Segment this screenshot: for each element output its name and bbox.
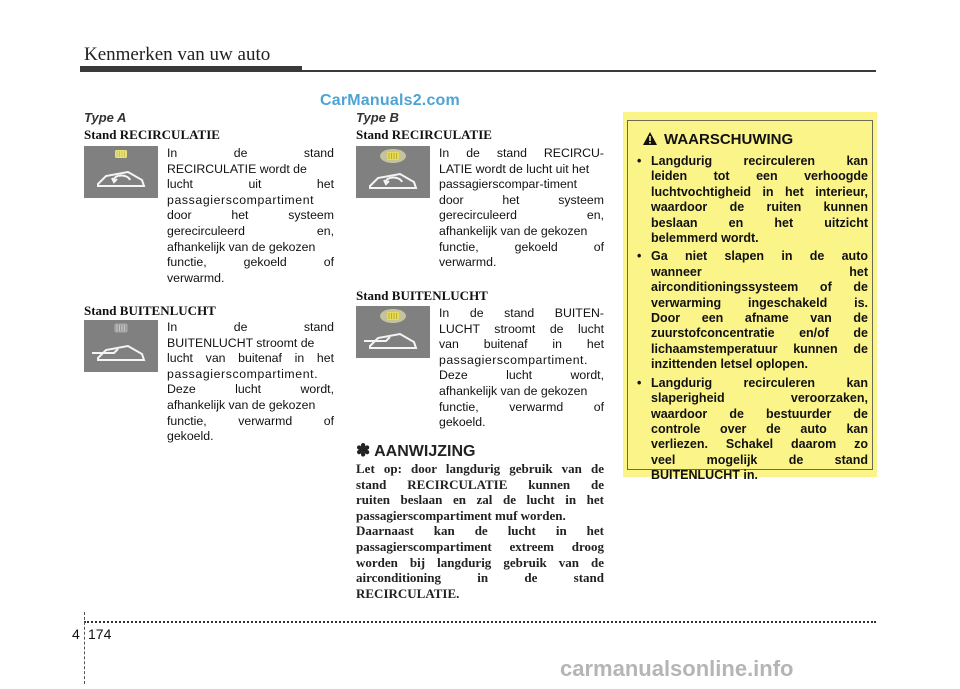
warning-line: verwarming ingeschakeld is.	[651, 295, 868, 310]
warning-line: inzittenden letsel oplopen.	[651, 357, 808, 372]
warning-triangle-icon	[642, 131, 658, 150]
warning-panel	[623, 112, 877, 483]
desc-line: passagierscompar-timent	[439, 177, 578, 192]
warning-line: BUITENLUCHT in.	[651, 468, 758, 483]
watermark-top: CarManuals2.com	[320, 92, 460, 109]
desc-line: afhankelijk van de gekozen	[439, 223, 588, 238]
type-a-recirc-desc	[167, 146, 334, 286]
desc-line: gerecirculeerd en,	[167, 223, 334, 238]
type-b-fresh-desc	[439, 306, 604, 431]
warning-line: airconditioningssysteem of de	[651, 280, 868, 295]
desc-line: functie, gekoeld of	[167, 255, 334, 270]
warning-box	[627, 120, 873, 483]
note-line: Let op: door langdurig gebruik van de	[356, 461, 604, 476]
desc-line: passagierscompartiment.	[167, 366, 319, 381]
warning-line: beslaan en het uitzicht	[651, 215, 868, 230]
desc-line: In de stand	[167, 320, 334, 334]
note-line: worden bij langdurig gebruik van de	[356, 554, 604, 570]
desc-line: RECIRCULATIE wordt de	[167, 161, 307, 176]
warning-line: Langdurig recirculeren kan	[651, 375, 868, 390]
note-line: airconditioning in de stand	[356, 570, 604, 586]
warning-line: belemmerd wordt.	[651, 231, 759, 246]
type-b-recirc-desc	[439, 146, 604, 271]
warning-item	[636, 376, 868, 484]
type-b-recirc-title: Stand RECIRCULATIE	[356, 127, 492, 142]
warning-line: zuurstofconcentratie en/of de	[651, 326, 868, 341]
fresh-air-button-icon	[356, 306, 430, 358]
chapter-number: 4	[72, 626, 80, 642]
warning-line: leiden tot een verhoogde	[651, 169, 868, 184]
desc-line: Deze lucht wordt,	[167, 382, 334, 397]
desc-line: In de stand RECIRCU-	[439, 146, 604, 160]
note-star-icon: ✽	[356, 441, 371, 460]
note-line: stand RECIRCULATIE kunnen de	[356, 476, 604, 492]
desc-line: verwarmd.	[439, 255, 497, 270]
desc-line: verwarmd.	[167, 270, 225, 285]
note-body	[356, 461, 604, 601]
note-heading-label: AANWIJZING	[374, 443, 476, 460]
type-a-fresh-desc	[167, 320, 334, 445]
note-heading	[356, 441, 475, 461]
desc-line: BUITENLUCHT stroomt de	[167, 335, 315, 350]
desc-line: door het systeem	[439, 192, 604, 207]
warning-line: luchtvochtigheid in het interieur,	[651, 184, 868, 199]
chapter-title: Kenmerken van uw auto	[84, 44, 271, 65]
warning-line: Ga niet slapen in de auto	[651, 249, 868, 264]
warning-line: waardoor de ruiten kunnen	[651, 200, 868, 215]
desc-line: functie, verwarmd of	[439, 399, 604, 414]
recirculation-button-icon	[356, 146, 430, 198]
type-b-label: Type B	[356, 110, 399, 125]
warning-line: verliezen. Schakel daarom zo	[651, 437, 868, 452]
note-line: passagierscompartiment muf worden.	[356, 507, 566, 523]
warning-line: lichaamstemperatuur kunnen de	[651, 341, 868, 356]
bullet-icon: •	[637, 249, 642, 264]
header-rule	[302, 70, 876, 72]
desc-line: functie, gekoeld of	[439, 239, 604, 254]
page-number: 174	[88, 626, 112, 642]
warning-line: Langdurig recirculeren kan	[651, 154, 868, 168]
warning-list	[636, 154, 868, 487]
warning-title-label: WAARSCHUWING	[664, 131, 794, 148]
note-line: Daarnaast kan de lucht in het	[356, 523, 604, 539]
warning-item	[636, 154, 868, 246]
desc-line: In de stand BUITEN-	[439, 306, 604, 320]
desc-line: afhankelijk van de gekozen	[439, 383, 588, 398]
warning-title	[642, 131, 793, 150]
watermark-bottom: carmanualsonline.info	[560, 656, 794, 681]
desc-line: lucht uit het	[167, 177, 334, 192]
desc-line: door het systeem	[167, 208, 334, 223]
warning-line: wanneer het	[651, 264, 868, 279]
type-b-fresh-title: Stand BUITENLUCHT	[356, 288, 488, 303]
bullet-icon: •	[637, 375, 642, 390]
desc-line: gekoeld.	[439, 415, 486, 430]
note-line: RECIRCULATIE.	[356, 585, 460, 601]
desc-line: LUCHT stroomt de lucht	[439, 321, 604, 336]
desc-line: In de stand	[167, 146, 334, 160]
warning-line: veel mogelijk de stand	[651, 452, 868, 467]
warning-line: waardoor de bestuurder de	[651, 406, 868, 421]
desc-line: Deze lucht wordt,	[439, 368, 604, 383]
note-line: passagierscompartiment extreem droog	[356, 538, 604, 554]
desc-line: passagierscompartiment	[167, 192, 315, 207]
type-a-fresh-title: Stand BUITENLUCHT	[84, 303, 216, 318]
desc-line: LATIE wordt de lucht uit het	[439, 161, 590, 176]
footer-rule	[84, 621, 876, 623]
footer-divider	[84, 612, 85, 684]
bullet-icon: •	[637, 154, 642, 168]
desc-line: gekoeld.	[167, 429, 214, 444]
desc-line: functie, verwarmd of	[167, 413, 334, 428]
type-a-label: Type A	[84, 110, 127, 125]
warning-line: Door een afname van de	[651, 311, 868, 326]
recirculation-button-icon	[84, 146, 158, 198]
desc-line: afhankelijk van de gekozen	[167, 397, 316, 412]
desc-line: van buitenaf in het	[439, 337, 604, 352]
note-line: ruiten beslaan en zal de lucht in het	[356, 492, 604, 508]
warning-line: controle over de auto kan	[651, 421, 868, 436]
desc-line: afhankelijk van de gekozen	[167, 239, 316, 254]
desc-line: passagierscompartiment.	[439, 352, 588, 367]
header-accent-bar	[80, 66, 302, 72]
desc-line: gerecirculeerd en,	[439, 208, 604, 223]
fresh-air-button-icon	[84, 320, 158, 372]
desc-line: lucht van buitenaf in het	[167, 351, 334, 366]
warning-line: slaperigheid veroorzaken,	[651, 391, 868, 406]
type-a-recirc-title: Stand RECIRCULATIE	[84, 127, 220, 142]
warning-item	[636, 249, 868, 372]
